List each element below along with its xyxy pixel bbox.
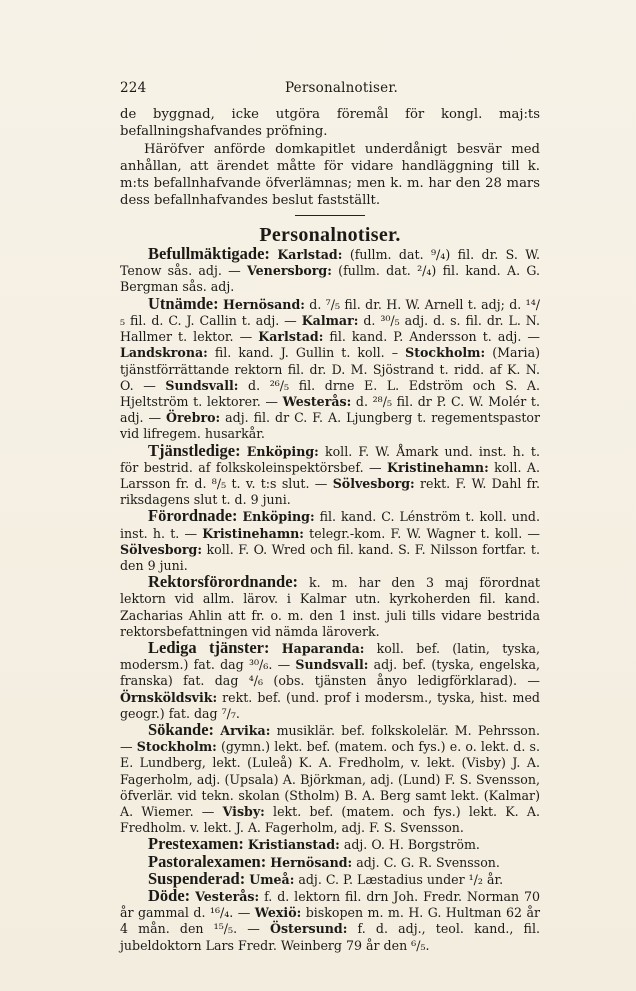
- entry-place: Kalmar:: [301, 312, 359, 328]
- notice-entry: [120, 293, 541, 443]
- entry-text: koll. F. O. Wred och fil. kand. S. F. Nilsson fortfar. t. den 9 juni.: [120, 541, 540, 573]
- entry-text: fil. kand. J. Gullin t. koll. –: [207, 345, 406, 361]
- entry-place: Sölvesborg:: [332, 475, 415, 491]
- entry-text: adj. C. G. R. Svensson.: [352, 854, 500, 870]
- entry-place: Wexiö:: [254, 905, 302, 921]
- entry-place: Örnsköldsvik:: [120, 689, 218, 705]
- entry-text: koll. A. Larsson fr. d. ⁸/₅ t. v. t:s slut. —: [120, 459, 540, 491]
- entry-heading: Förordnade:: [148, 506, 238, 526]
- entry-text: (gymn.) lekt. bef. (matem. och fys.) e. o. lekt. d. s. E. Lundberg, lekt. (Luleå) K. A. Fredholm, v. lekt. (Visby) J. A. Fagerholm, adj. (Upsala) A. Björkman, adj. (Lund) F. S. Svensson, öfverlär. vid tekn. skolan (Stholm) B. A. Berg samt lekt. (Kalmar) A. Wiemer. —: [120, 739, 540, 819]
- entry-text: k. m. har den 3 maj förordnat lektorn vid allm. lärov. i Kalmar utn. kyrkoherden fil. kand. Zacharias Ahlin att fr. o. m. den 1 inst. juli tills vidare bestrida rektorsbefattningen vid nämda läroverk.: [120, 575, 540, 639]
- entry-text: lekt. bef. (matem. och fys.) lekt. K. A. Fredholm. v. lekt. J. A. Fagerholm, adj. F. S. Svensson.: [120, 803, 540, 836]
- entry-place: Westerås:: [282, 393, 352, 409]
- entry-text: koll. F. W. Åmark und. inst. h. t. för bestrid. af folkskoleinspektörsbef. —: [120, 443, 540, 475]
- entry-heading: Döde:: [148, 886, 191, 905]
- entry-place: Örebro:: [166, 410, 221, 426]
- entry-place: Hernösand:: [270, 854, 353, 870]
- entry-text: (fullm. dat. ⁹/₄) fil. dr. S. W. Tenow sås. adj. —: [120, 247, 540, 279]
- entry-place: Enköping:: [242, 509, 315, 525]
- entry-place: Umeå:: [249, 871, 295, 887]
- notice-entry: [120, 246, 540, 296]
- entry-text: f. d. lektorn fil. drn Joh. Fredr. Norman 70 år gammal d. ¹⁶/₄. —: [120, 889, 540, 921]
- entry-place: Sundsvall:: [295, 657, 369, 673]
- section-divider: [295, 215, 365, 216]
- entry-text: rekt. bef. (und. prof i modersm., tyska, hist. med geogr.) fat. dag ⁷/₇.: [120, 689, 540, 721]
- page-number: 224: [120, 80, 147, 96]
- entry-heading: Sökande:: [148, 719, 215, 739]
- entry-text: f. d. adj., teol. kand., fil. jubeldoktorn Lars Fredr. Weinberg 79 år den ⁶/₅.: [120, 921, 540, 953]
- intro-paragraph-2: Häröfver anförde domkapitlet underdånigt besvär med anhållan, att ärendet måtte för vidare handläggning till k. m:ts befallnhafvande öfverlämnas; men k. m. har den 28 mars dess befallnhafvandes beslut fastställt.: [120, 141, 540, 209]
- entry-text: fil. kand. C. Lénström t. koll. und. inst. h. t. —: [120, 509, 540, 541]
- entry-place: Arvika:: [220, 722, 271, 738]
- entry-text: koll. bef. (latin, tyska, modersm.) fat. dag ³⁰/₆. —: [120, 640, 540, 673]
- entry-heading: Befullmäktigade:: [148, 244, 270, 264]
- entry-text: (fullm. dat. ²/₄) fil. kand. A. G. Bergman sås. adj.: [120, 263, 540, 295]
- notice-entry: [120, 440, 540, 509]
- entry-place: Visby:: [222, 803, 265, 819]
- entry-place: Kristianstad:: [247, 837, 340, 853]
- entry-place: Östersund:: [270, 921, 348, 937]
- notice-entry: [120, 836, 540, 853]
- entry-heading: Suspenderad:: [148, 868, 246, 888]
- entry-text: [269, 641, 281, 656]
- entry-text: adj. bef. (tyska, engelska, franska) fat. dag ⁴/₆ (obs. tjänsten ånyo ledigförklarad). —: [120, 657, 540, 689]
- entry-place: Haparanda:: [281, 640, 365, 656]
- entry-text: d. ²⁶/₅ fil. drne E. L. Edström och S. A. Hjeltström t. lektorer. —: [120, 377, 540, 409]
- entry-heading: Rektorsförordnande:: [148, 572, 299, 592]
- notice-entry: [120, 637, 540, 722]
- entry-text: d. ²⁸/₅ fil. dr P. C. W. Molér t. adj. —: [120, 393, 540, 426]
- entry-place: Enköping:: [246, 443, 319, 459]
- entry-text: d. ³⁰/₅ adj. d. s. fil. dr. L. N. Hallmer t. lektor. —: [120, 312, 540, 345]
- entry-text: adj. fil. dr C. F. A. Ljungberg t. regementspastor vid lifregem. husarkår.: [120, 410, 541, 442]
- entry-place: Sölvesborg:: [120, 541, 202, 557]
- entry-text: adj. O. H. Borgström.: [339, 837, 480, 853]
- entry-heading: Lediga tjänster:: [148, 637, 270, 657]
- entry-text: biskopen m. m. H. G. Hultman 62 år 4 mån. den ¹⁵/₅. —: [120, 905, 540, 937]
- entry-text: rekt. F. W. Dahl fr. riksdagens slut t. d. 9 juni.: [120, 475, 540, 508]
- entry-place: Karlstad:: [258, 329, 324, 345]
- entry-heading: Pastoralexamen:: [148, 851, 267, 871]
- entry-place: Stockholm:: [405, 345, 486, 361]
- entry-place: Vesterås:: [195, 889, 260, 904]
- notice-entries: [120, 246, 540, 954]
- entry-heading: Utnämde:: [148, 293, 219, 313]
- intro-paragraph-1: de byggnad, icke utgöra föremål för kongl. maj:ts befallningshafvandes pröfning.: [120, 107, 540, 140]
- entry-place: Kristinehamn:: [387, 459, 489, 475]
- page-body: [120, 106, 540, 954]
- notice-entry: [120, 719, 540, 836]
- entry-place: Sundsvall:: [165, 377, 239, 393]
- running-title: Personalnotiser.: [285, 80, 398, 96]
- entry-text: adj. C. P. Læstadius under ¹/₂ år.: [294, 871, 504, 887]
- notice-entry: [120, 574, 540, 640]
- entry-place: Kristinehamn:: [202, 525, 304, 541]
- entry-text: fil. kand. P. Andersson t. adj. —: [323, 329, 541, 345]
- entry-heading: Prestexamen:: [148, 834, 244, 854]
- entry-place: Stockholm:: [136, 739, 217, 755]
- entry-text: d. ⁷/₅ fil. dr. H. W. Arnell t. adj; d. ¹⁴/₅ fil. d. C. J. Callin t. adj. —: [120, 296, 540, 328]
- notice-entry: [120, 508, 540, 574]
- entry-place: Landskrona:: [120, 345, 208, 361]
- notice-entry: [120, 888, 540, 954]
- entry-place: Karlstad:: [277, 247, 343, 263]
- entry-text: (Maria) tjänstförrättande rektorn fil. dr. D. M. Sjöstrand t. ridd. af K. N. O. —: [120, 345, 540, 393]
- entry-place: Venersborg:: [247, 263, 332, 279]
- entry-place: Hernösand:: [222, 296, 305, 312]
- entry-heading: Tjänstledige:: [148, 440, 241, 460]
- entry-text: telegr.-kom. F. W. Wagner t. koll. —: [303, 525, 540, 541]
- section-title: Personalnotiser.: [259, 223, 401, 246]
- entry-text: musiklär. bef. folkskolelär. M. Pehrsson. —: [120, 722, 540, 755]
